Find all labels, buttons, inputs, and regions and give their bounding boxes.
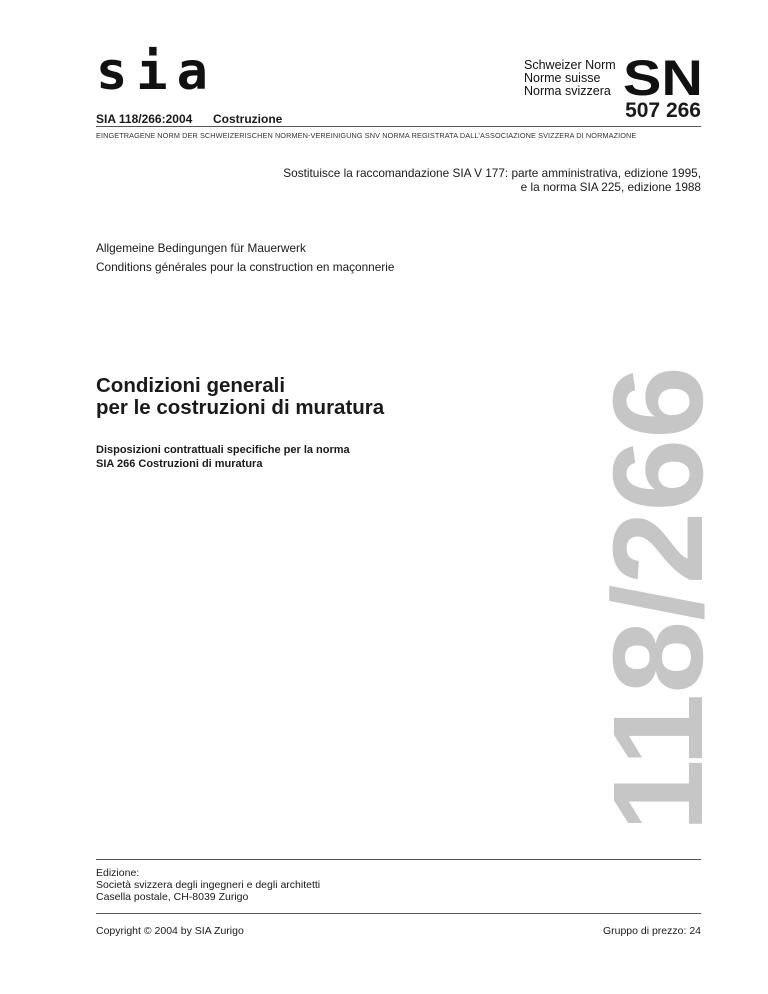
edition-label: Edizione: (96, 867, 140, 879)
page-title (96, 375, 384, 419)
vertical-number-text: 118/266 (587, 376, 730, 832)
copyright: Copyright © 2004 by SIA Zurigo (96, 925, 244, 937)
vertical-standard-number (587, 366, 730, 832)
footer-rule-top (96, 859, 701, 860)
sn-label-de: Schweizer Norm (524, 58, 616, 72)
price-group: Gruppo di prezzo: 24 (602, 925, 701, 937)
sn-number: 507 266 (625, 99, 701, 122)
sia-logo: sia (96, 42, 217, 102)
footer-rule-bottom (96, 913, 701, 914)
header-rule (96, 126, 701, 127)
replaces-note (200, 167, 701, 194)
sn-label-fr: Norme suisse (524, 71, 601, 85)
standard-id: SIA 118/266:2004 (96, 112, 193, 126)
replaces-line-1: Sostituisce la raccomandazione SIA V 177: parte amministrativa, edizione 1995, (283, 166, 701, 180)
subtitle-line-2: SIA 266 Costruzioni di muratura (96, 458, 263, 470)
publisher-name: Società svizzera degli ingegneri e degli architetti (96, 879, 321, 891)
subtitle (96, 443, 350, 471)
title-german: Allgemeine Bedingungen für Mauerwerk (96, 241, 306, 255)
registered-notice: EINGETRAGENE NORM DER SCHWEIZERISCHEN NORMEN-VEREINIGUNG SNV NORMA REGISTRATA DALL'ASSOCIAZIONE SVIZZERA DI NORMAZIONE (96, 131, 637, 140)
subtitle-line-1: Disposizioni contrattuali specifiche per la norma (96, 444, 350, 456)
publisher-block (96, 867, 320, 903)
publisher-address: Casella postale, CH-8039 Zurigo (96, 891, 249, 903)
page-title-line-1: Condizioni generali (96, 374, 286, 397)
sn-label-it: Norma svizzera (524, 84, 611, 98)
sn-labels (524, 59, 616, 98)
replaces-line-2: e la norma SIA 225, edizione 1988 (520, 179, 701, 194)
sn-logo-text: SN (623, 50, 703, 106)
title-french: Conditions générales pour la construction en maçonnerie (96, 260, 395, 274)
page-title-line-2: per le costruzioni di muratura (96, 396, 385, 419)
sn-logo-icon (623, 50, 703, 106)
standard-category: Costruzione (213, 112, 283, 126)
